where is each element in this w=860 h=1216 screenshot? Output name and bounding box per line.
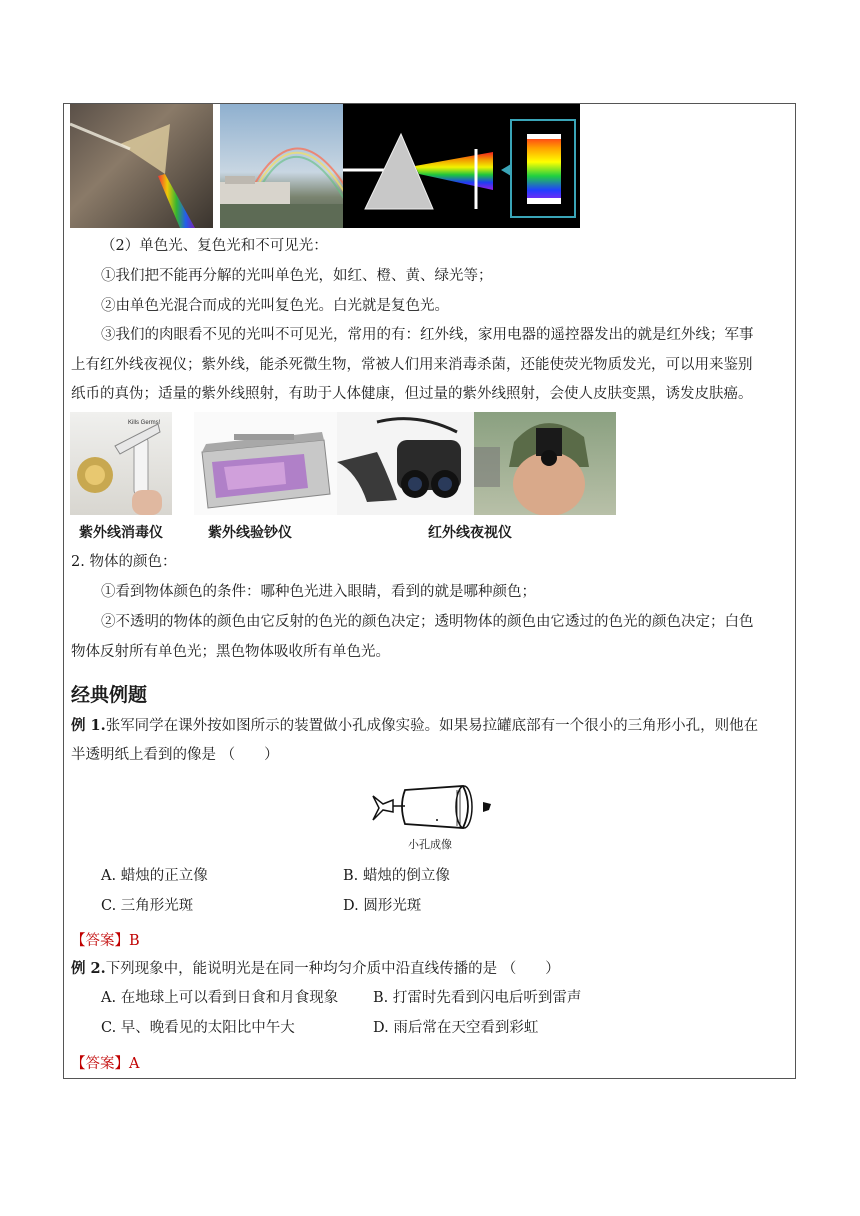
example2-option-b: B. 打雷时先看到闪电后听到雷声 bbox=[373, 990, 582, 1006]
color-section-title: 2. 物体的颜色： bbox=[71, 554, 177, 570]
rainbow-icon bbox=[220, 104, 343, 228]
night-vision-soldier-photo bbox=[474, 412, 616, 515]
color-section-para2-line1: ②不透明的物体的颜色由它反射的色光的颜色决定；透明物体的颜色由它透过的色光的颜色决定；白色 bbox=[101, 614, 754, 630]
binoculars-icon bbox=[337, 412, 474, 515]
caption-uv-counterfeit-detector: 紫外线验钞仪 bbox=[208, 525, 292, 541]
prism-dispersion-icon bbox=[70, 104, 213, 228]
binoculars-photo bbox=[337, 412, 474, 515]
example2-text: 下列现象中，能说明光是在同一种均匀介质中沿直线传播的是 （ ） bbox=[105, 961, 560, 977]
pinhole-figure-caption: 小孔成像 bbox=[408, 838, 452, 851]
uv-sterilizer-photo bbox=[70, 412, 172, 515]
example2-label: 例 2. bbox=[71, 960, 106, 977]
section2-para3-line2: 上有红外线夜视仪；紫外线，能杀死微生物，常被人们用来消毒杀菌，还能使荧光物质发光，可以用来鉴别 bbox=[71, 357, 753, 373]
example1-option-c: C. 三角形光斑 bbox=[101, 898, 194, 914]
example1-option-a: A. 蜡烛的正立像 bbox=[101, 868, 208, 884]
example2-question bbox=[71, 959, 560, 979]
example2-option-a: A. 在地球上可以看到日食和月食现象 bbox=[101, 990, 339, 1006]
product-label: Kills Germs! bbox=[128, 420, 161, 426]
example2-option-d: D. 雨后常在天空看到彩虹 bbox=[373, 1020, 539, 1036]
example1-label: 例 1. bbox=[71, 717, 106, 734]
uv-counterfeit-detector-photo bbox=[194, 412, 337, 515]
example1-question-line2: 半透明纸上看到的像是 （ ） bbox=[71, 747, 279, 763]
caption-ir-night-vision: 红外线夜视仪 bbox=[428, 525, 512, 541]
rainbow-photo bbox=[220, 104, 343, 228]
example1-option-d: D. 圆形光斑 bbox=[343, 898, 422, 914]
example1-question-line1 bbox=[71, 716, 758, 736]
spectrum-icon bbox=[343, 104, 580, 228]
section2-para1: ①我们把不能再分解的光叫单色光，如红、橙、黄、绿光等； bbox=[101, 268, 493, 284]
example2-option-c: C. 早、晚看见的太阳比中午大 bbox=[101, 1020, 295, 1036]
example2-answer: 【答案】A bbox=[71, 1056, 140, 1072]
section2-para3-line1: ③我们的肉眼看不见的光叫不可见光，常用的有：红外线，家用电器的遥控器发出的就是红外线；军事 bbox=[101, 327, 754, 343]
example1-option-b: B. 蜡烛的倒立像 bbox=[343, 868, 450, 884]
example1-answer: 【答案】B bbox=[71, 933, 140, 949]
section2-title: （2）单色光、复色光和不可见光： bbox=[101, 238, 328, 254]
example1-text: 张军同学在课外按如图所示的装置做小孔成像实验。如果易拉罐底部有一个很小的三角形小孔，则他在 bbox=[105, 718, 759, 734]
night-vision-icon bbox=[474, 412, 616, 515]
caption-uv-sterilizer: 紫外线消毒仪 bbox=[79, 525, 163, 541]
section2-para3-line3: 纸币的真伪；适量的紫外线照射，有助于人体健康，但过量的紫外线照射，会使人皮肤变黑，诱发皮肤癌。 bbox=[71, 386, 753, 402]
uv-counterfeit-detector-icon bbox=[194, 412, 337, 515]
uv-sterilizer-icon bbox=[70, 412, 172, 515]
pinhole-camera-figure bbox=[365, 782, 495, 836]
color-section-para2-line2: 物体反射所有单色光；黑色物体吸收所有单色光。 bbox=[71, 644, 390, 660]
pinhole-camera-icon bbox=[365, 782, 495, 836]
prism-spectrum-diagram bbox=[343, 104, 580, 228]
examples-heading: 经典例题 bbox=[71, 684, 148, 706]
color-section-para1: ①看到物体颜色的条件：哪种色光进入眼睛，看到的就是哪种颜色； bbox=[101, 584, 536, 600]
prism-glass-photo bbox=[70, 104, 213, 228]
section2-para2: ②由单色光混合而成的光叫复色光。白光就是复色光。 bbox=[101, 298, 449, 314]
